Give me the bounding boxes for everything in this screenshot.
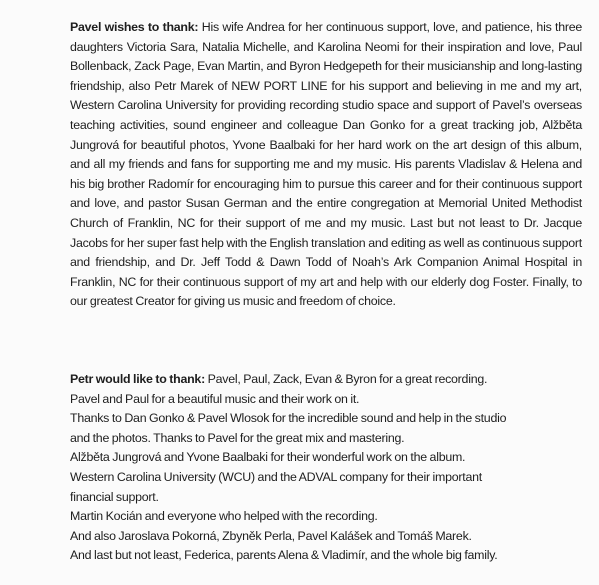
petr-line: And also Jaroslava Pokorná, Zbyněk Perla, Pavel Kalášek and Tomáš Marek. [70,528,472,543]
petr-line: Thanks to Dan Gonko & Pavel Wlosok for the incredible sound and help in the studio [70,411,507,426]
petr-line: Pavel and Paul for a beautiful music and their work on it. [70,391,360,406]
petr-heading: Petr would like to thank: [70,372,205,386]
pavel-heading: Pavel wishes to thank: [70,20,199,34]
petr-acknowledgements [70,370,582,566]
petr-line: Martin Kocián and everyone who helped with the recording. [70,509,378,524]
petr-first-line [70,370,582,390]
petr-line: financial support. [70,489,159,504]
pavel-acknowledgements [70,18,582,312]
petr-line: Alžběta Jungrová and Yvone Baalbaki for their wonderful work on the album. [70,450,466,465]
petr-line: Western Carolina University (WCU) and the ADVAL company for their important [70,469,482,484]
petr-line: and the photos. Thanks to Pavel for the great mix and mastering. [70,430,405,445]
petr-line: And last but not least, Federica, parents Alena & Vladimír, and the whole big family. [70,548,498,563]
pavel-text: His wife Andrea for her continuous support, love, and patience, his three daughters Victoria Sara, Natalia Michelle, and Karolina Neomi for their inspiration and love, Paul Bollenback, Zack Page, Evan Martin, and Byron Hedgepeth for their musicianship and long-lasting friendship, also Petr Marek of NEW PORT LINE for his support and believing in me and my art, Western Carolina University for providing recording studio space and support of Pavel’s overseas teaching activities, sound engineer and colleague Dan Gonko for a great tracking job, Alžběta Jungrová for beautiful photos, Yvone Baalbaki for her hard work on the art design of this album, and all my friends and fans for supporting me and my music. His parents Vladislav & Helena and his big brother Radomír for encouraging him to pursue this career and for their continuous support and love, and pastor Susan German and the entire congregation at Memorial United Methodist Church of Franklin, NC for their support of me and my music. Last but not least to Dr. Jacque Jacobs for her super fast help with the English translation and editing as well as continuous support and friendship, and Dr. Jeff Todd & Dawn Todd of Noah’s Ark Companion Animal Hospital in Franklin, NC for their continuous support of my art and help with our elderly dog Foster. Finally, to our greatest Creator for giving us music and freedom of choice. [70,20,582,309]
petr-first-line-text: Pavel, Paul, Zack, Evan & Byron for a great recording. [207,372,488,386]
